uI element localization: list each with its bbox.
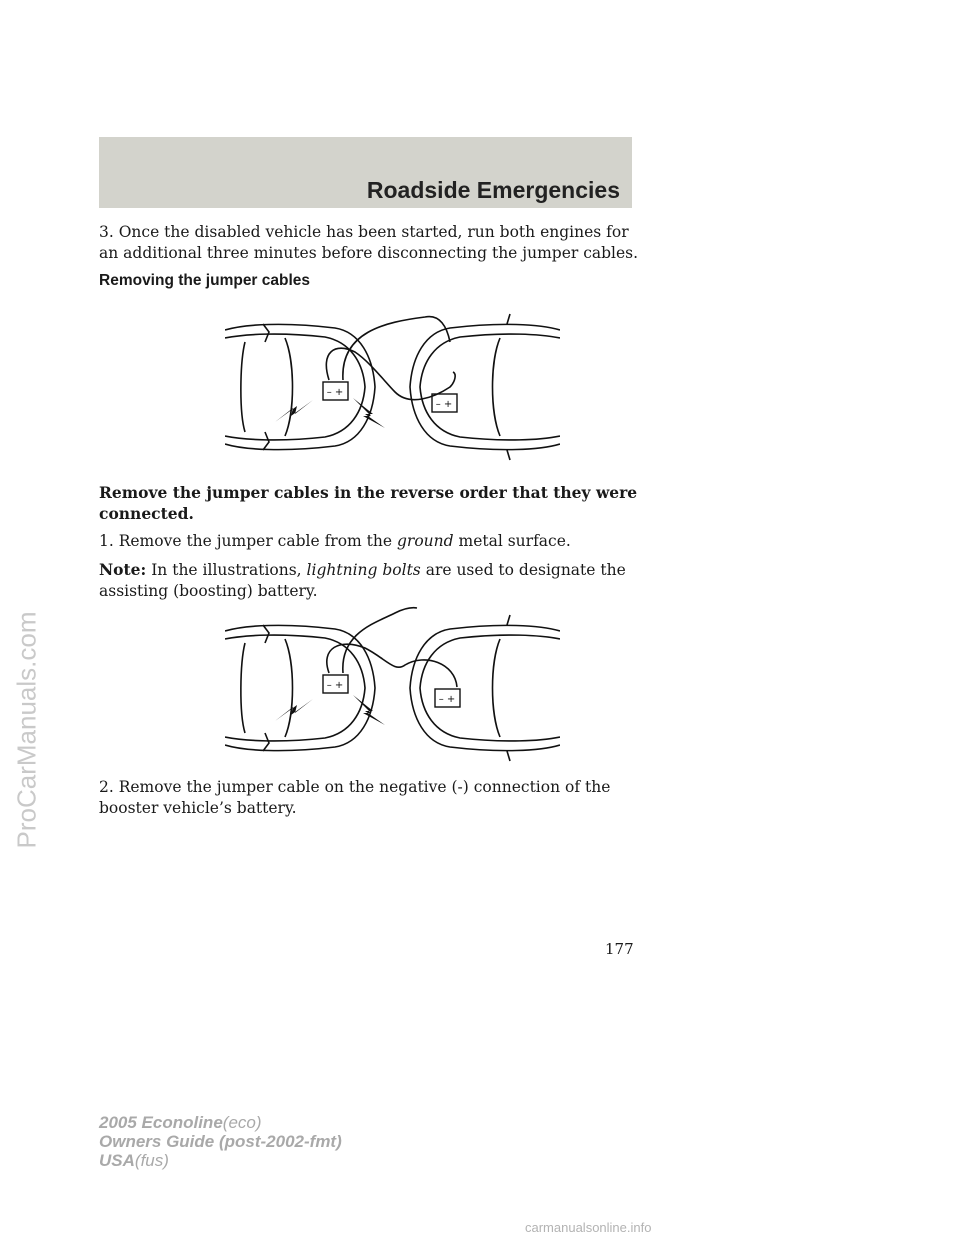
page-number: 177 xyxy=(605,940,634,958)
figure-cables-connected xyxy=(225,302,560,472)
bottom-watermark: carmanualsonline.info xyxy=(525,1220,652,1235)
battery-terminal-label-right-2: – + xyxy=(438,694,456,705)
battery-terminal-label-right: – + xyxy=(435,399,453,410)
step-3-text: 3. Once the disabled vehicle has been started, run both engines for an additional three minutes before disconnecting the jumper cables. xyxy=(99,223,639,262)
document-footer: 2005 Econoline(eco) Owners Guide (post-2002-fmt) USA(fus) xyxy=(99,1113,342,1170)
instruction-reverse-order: Remove the jumper cables in the reverse order that they were connected. xyxy=(99,483,638,523)
battery-terminal-label-left: – + xyxy=(326,387,344,398)
note-text: Note: In the illustrations, lightning bolts are used to designate the assisting (boosting) battery. xyxy=(99,560,626,600)
side-watermark: ProCarManuals.com xyxy=(11,611,42,849)
battery-terminal-label-left-2: – + xyxy=(326,680,344,691)
step-2-text: 2. Remove the jumper cable on the negative (-) connection of the booster vehicle’s battery. xyxy=(99,778,611,817)
section-title: Roadside Emergencies xyxy=(366,177,620,203)
subheading-removing-cables: Removing the jumper cables xyxy=(99,272,311,289)
section-header-band xyxy=(99,137,632,208)
figure-ground-removed xyxy=(225,603,560,773)
step-1-text: 1. Remove the jumper cable from the ground metal surface. xyxy=(99,532,571,550)
